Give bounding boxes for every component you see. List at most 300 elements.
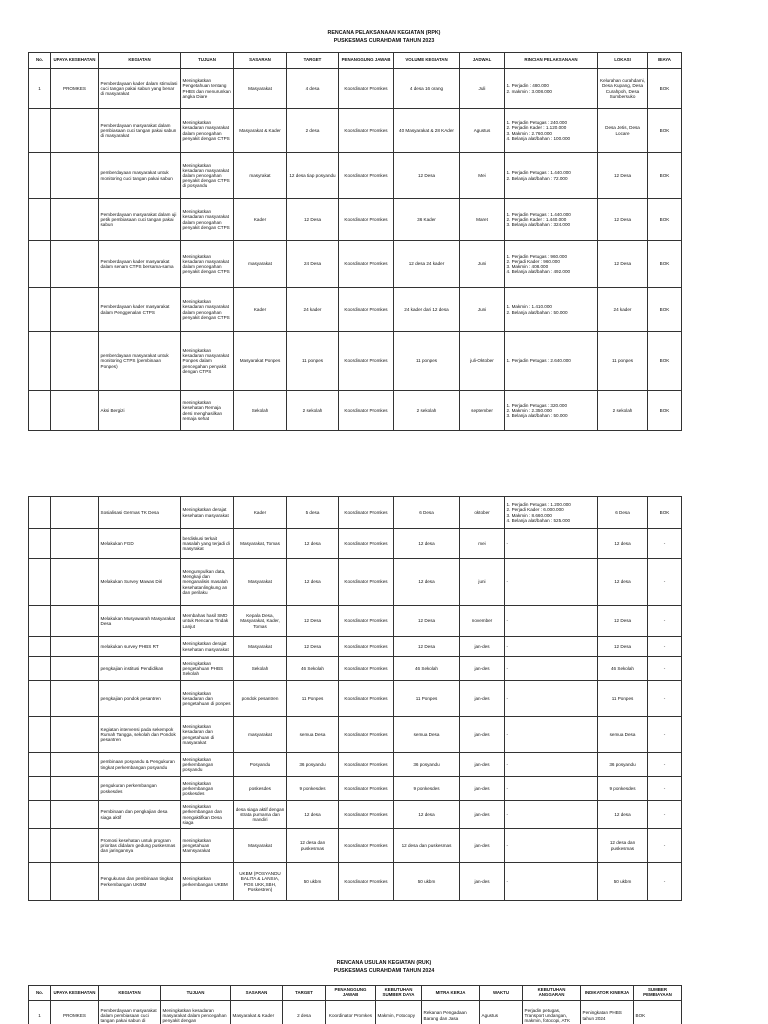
cell-no: 1 (29, 69, 51, 109)
cell-rincian: - (505, 863, 598, 901)
cell-lokasi: 2 sekolah (598, 391, 648, 431)
cell-sasaran: Sekolah (234, 657, 287, 681)
cell-upaya (51, 153, 99, 199)
cell-target: 2 sekolah (287, 391, 339, 431)
header-tujuan: TUJUAN (181, 53, 234, 69)
cell-volume: 11 ponpes (394, 332, 460, 391)
cell-sasaran: Masyarakat Ponpes (234, 332, 287, 391)
cell-volume: 9 ponkesdes (394, 777, 460, 801)
cell-tujuan: Mengumpulkan data, Mengkaji dan menganalisis masalah kesehatanlingkung an dan perilaku (181, 559, 234, 606)
cell-kegiatan: pengkajian institusi Pendidikan (99, 657, 181, 681)
cell-no (29, 391, 51, 431)
cell-kegiatan: Pemberdayaan masyarakat dalam pembiasaan cuci tangan pakai sabun di (99, 1001, 161, 1024)
cell-no (29, 717, 51, 753)
cell-rincian: 1. Perjadin Petugas : 1.440.000 2. Perjadin Kader : 1.440.000 3. Belanja alat/bahan : 324.000 (505, 199, 598, 241)
cell-pj: Koordinator Promkes (339, 753, 394, 777)
cell-volume: 36 Kader (394, 199, 460, 241)
table-row (29, 829, 682, 863)
cell-jadwal: jan-des (460, 863, 505, 901)
cell-lokasi: 24 kader (598, 288, 648, 332)
cell-rincian: 1. Perjadin Petugas : 1.440.000 2. Belanja alat/bahan : 72.000 (505, 153, 598, 199)
header-sasaran: SASARAN (231, 986, 283, 1001)
cell-kegiatan: pengukuran perkembangan poskesdes (99, 777, 181, 801)
cell-kegiatan: Aksi Bergizi (99, 391, 181, 431)
header-target: TARGET (287, 53, 339, 69)
header-pj: PENANGGUNG JAWAB (339, 53, 394, 69)
table-row (29, 497, 682, 529)
cell-tujuan: Meningkatkan derajat kesehatan masyarakat (181, 637, 234, 657)
cell-tujuan: Meningkatkan kesadaran dan pengetahuan di masyarakat (181, 717, 234, 753)
cell-lokasi: 36 posyandu (598, 753, 648, 777)
cell-tujuan: Meningkatkan perkembangan dan mengaktifkan Desa siaga (181, 801, 234, 829)
cell-kegiatan: Pemberdayaan masyarakat dalam uji petik pembiasaan cuci tangan pakai sabun (99, 199, 181, 241)
cell-upaya (51, 288, 99, 332)
cell-rincian: - (505, 529, 598, 559)
cell-pj: Koordinator Promkes (339, 657, 394, 681)
cell-tujuan: Meningkatkan pengetahuan PHBS Sekolah (181, 657, 234, 681)
cell-lokasi: 12 Desa (598, 637, 648, 657)
cell-lokasi: 12 Desa (598, 606, 648, 637)
cell-rincian: - (505, 717, 598, 753)
cell-kegiatan: Melakukan Musyawarah Masyarakat Desa (99, 606, 181, 637)
table-row (29, 559, 682, 606)
ruk-table (28, 985, 682, 1024)
cell-pj: Koordinator Promkes (339, 109, 394, 153)
header-upaya: UPAYA KESEHATAN (51, 53, 99, 69)
cell-upaya (51, 863, 99, 901)
cell-sasaran: Posyandu (234, 753, 287, 777)
cell-no (29, 109, 51, 153)
header-kegiatan: KEGIATAN (99, 53, 181, 69)
cell-no (29, 332, 51, 391)
cell-sasaran: masyarakat (234, 717, 287, 753)
cell-jadwal: jan-des (460, 637, 505, 657)
cell-jadwal: jan-des (460, 829, 505, 863)
cell-target: 9 ponkesdes (287, 777, 339, 801)
cell-upaya (51, 497, 99, 529)
cell-target: 12 desa tiap posyandu (287, 153, 339, 199)
cell-upaya (51, 559, 99, 606)
cell-target: 50 ukbm (287, 863, 339, 901)
cell-biaya: - (648, 829, 682, 863)
cell-sasaran: Masyarakat & Kader (231, 1001, 283, 1024)
cell-tujuan: Meningkatkan kesadaran masyarakat dalam pencegahan penyakit dengan CTPS (181, 241, 234, 288)
cell-volume: 4 desa 16 orang (394, 69, 460, 109)
cell-pembiayaan: BOK (634, 1001, 682, 1024)
cell-no (29, 153, 51, 199)
cell-lokasi: 50 ukbm (598, 863, 648, 901)
cell-pj: Koordinator Promkes (339, 241, 394, 288)
cell-volume: 40 Masyarakat & 28 KAder (394, 109, 460, 153)
header-mitra: MITRA KERJA (422, 986, 480, 1001)
cell-upaya (51, 753, 99, 777)
cell-kegiatan: pemberdayaan masyarakat untuk monitoring CTPS (pembinaan Ponpes) (99, 332, 181, 391)
cell-lokasi: Desa Jetis, Desa Locare (598, 109, 648, 153)
cell-rincian: 1. Perjadin : 480.000 2. makmin : 3.008.000 (505, 69, 598, 109)
cell-target: 12 desa (287, 529, 339, 559)
header-kegiatan: KEGIATAN (99, 986, 161, 1001)
cell-upaya (51, 657, 99, 681)
cell-kegiatan: Kegiatan intervensi pada sekempok Rumah Tangga, sekolah dan Pondok pesantren (99, 717, 181, 753)
cell-lokasi: 12 Desa (598, 153, 648, 199)
cell-rincian: 1. Perjadin Petugas : 2.640.000 (505, 332, 598, 391)
cell-target: 2 desa (283, 1001, 326, 1024)
cell-rincian: - (505, 657, 598, 681)
cell-indikator: Peningkatan PHBS tahun 2024 (581, 1001, 634, 1024)
cell-volume: 24 kader dari 12 desa (394, 288, 460, 332)
cell-sasaran: masyarakat (234, 241, 287, 288)
cell-jadwal: Juni (460, 288, 505, 332)
cell-target: 11 ponpes (287, 332, 339, 391)
cell-sasaran: Masyarakat, Tomas (234, 529, 287, 559)
cell-tujuan: Meningkatkan kesadaran masyarakat dalam pencegahan penyakit dengan CTPS di posyandu (181, 153, 234, 199)
cell-volume: 12 Desa (394, 606, 460, 637)
cell-pj: Koordinator Promkes (326, 1001, 376, 1024)
cell-volume: 46 Sekolah (394, 657, 460, 681)
cell-jadwal: jan-des (460, 777, 505, 801)
cell-tujuan: meningkatkan pengetahuan Mamsyarakat (181, 829, 234, 863)
cell-biaya: - (648, 559, 682, 606)
cell-pj: Koordinator Promkes (339, 288, 394, 332)
cell-biaya: BOK (648, 109, 682, 153)
cell-sasaran: poskesdes (234, 777, 287, 801)
cell-pj: Koordinator Promkes (339, 332, 394, 391)
cell-pj: Koordinator Promkes (339, 497, 394, 529)
table-row (29, 753, 682, 777)
header-rincian: RINCIAN PELAKSANAAN (505, 53, 598, 69)
table-row (29, 801, 682, 829)
cell-biaya: BOK (648, 241, 682, 288)
table-row (29, 637, 682, 657)
cell-no (29, 637, 51, 657)
cell-rincian: 1. Makmin : 1.410.000 2. Belanja alat/bahan : 50.000 (505, 288, 598, 332)
cell-biaya: - (648, 777, 682, 801)
cell-target: 12 Desa (287, 637, 339, 657)
header-waktu: WAKTU (480, 986, 523, 1001)
cell-jadwal: Mei (460, 153, 505, 199)
cell-sasaran: Masyarakat (234, 559, 287, 606)
table-row (29, 69, 682, 109)
cell-rincian: - (505, 801, 598, 829)
cell-jadwal: november (460, 606, 505, 637)
cell-no (29, 288, 51, 332)
table-row (29, 681, 682, 717)
header-no: No. (29, 53, 51, 69)
cell-volume: 12 desa dan puskesmas (394, 829, 460, 863)
cell-upaya (51, 681, 99, 717)
cell-rincian: - (505, 637, 598, 657)
cell-jadwal: Maret (460, 199, 505, 241)
cell-tujuan: Membahas hasil SMD untuk Rencana Tindak Lanjut (181, 606, 234, 637)
table-row (29, 529, 682, 559)
cell-rincian: - (505, 777, 598, 801)
cell-rincian: - (505, 753, 598, 777)
rpk-table-continued (28, 496, 682, 901)
cell-biaya: - (648, 681, 682, 717)
cell-kegiatan: pengkajian pondok pesantren (99, 681, 181, 717)
cell-jadwal: Juli (460, 69, 505, 109)
cell-no (29, 559, 51, 606)
cell-lokasi: 11 Ponpes (598, 681, 648, 717)
cell-jadwal: september (460, 391, 505, 431)
cell-rincian: - (505, 559, 598, 606)
cell-upaya (51, 199, 99, 241)
cell-pj: Koordinator Promkes (339, 391, 394, 431)
cell-volume: 12 desa (394, 529, 460, 559)
table-row (29, 717, 682, 753)
cell-sasaran: pondok pesantren (234, 681, 287, 717)
cell-no (29, 681, 51, 717)
rpk-table (28, 52, 682, 431)
cell-no (29, 241, 51, 288)
table-row (29, 241, 682, 288)
cell-rincian: 1. Perjadin Petugas : 240.000 2. Perjadin Kader : 1.120.000 3. Makmin : 2.760.000 4. Belanja alat/bahan : 100.000 (505, 109, 598, 153)
cell-target: 12 desa dan puskesmas (287, 829, 339, 863)
cell-pj: Koordinator Promkes (339, 69, 394, 109)
cell-volume: 12 desa (394, 801, 460, 829)
cell-lokasi: 12 Desa (598, 241, 648, 288)
cell-kegiatan: Melakukan FGD (99, 529, 181, 559)
cell-tujuan: Meningkatkan kesadaran masyarakat dalam pencegahan penyakit dengan (161, 1001, 231, 1024)
header-pembiayaan: SUMBER PEMBIAYAAN (634, 986, 682, 1001)
cell-rincian: - (505, 829, 598, 863)
header-lokasi: LOKASI (598, 53, 648, 69)
cell-kegiatan: melakukan survey PHBS RT (99, 637, 181, 657)
cell-sasaran: Masyarakat (234, 637, 287, 657)
cell-biaya: - (648, 801, 682, 829)
cell-tujuan: Meningkatkan kesadaran masyarakat dalam pencegahan penyakit dengan CTPS (181, 109, 234, 153)
cell-no (29, 657, 51, 681)
cell-sasaran: Kader (234, 199, 287, 241)
cell-anggaran: Perjadin petugas, Transport undangan, makmin, fotocopi, ATK (523, 1001, 581, 1024)
cell-target: 12 desa (287, 801, 339, 829)
cell-upaya (51, 332, 99, 391)
cell-lokasi: semua Desa (598, 717, 648, 753)
cell-no (29, 801, 51, 829)
cell-upaya (51, 829, 99, 863)
rpk-subtitle: PUSKESMAS CURAHDAMI TAHUN 2023 (333, 38, 435, 44)
cell-target: 11 Ponpes (287, 681, 339, 717)
cell-kegiatan: Sosialisasi Germas TK Desa (99, 497, 181, 529)
cell-jadwal: jan-des (460, 717, 505, 753)
cell-upaya: PROMKES (51, 69, 99, 109)
cell-lokasi: 46 Sekolah (598, 657, 648, 681)
cell-pj: Koordinator Promkes (339, 606, 394, 637)
cell-volume: 2 sekolah (394, 391, 460, 431)
cell-biaya: - (648, 657, 682, 681)
cell-kegiatan: Pemberdayaan kader masyarakat dalam senam CTPS bersama-sama (99, 241, 181, 288)
cell-lokasi: 9 ponkesdes (598, 777, 648, 801)
header-biaya: BIAYA (648, 53, 682, 69)
cell-upaya (51, 241, 99, 288)
cell-volume: 50 ukbm (394, 863, 460, 901)
cell-jadwal: juni (460, 559, 505, 606)
cell-target: 12 Desa (287, 199, 339, 241)
cell-pj: Koordinator Promkes (339, 801, 394, 829)
table-row (29, 657, 682, 681)
cell-sasaran: Sekolah (234, 391, 287, 431)
cell-volume: semua Desa (394, 717, 460, 753)
cell-target: semua Desa (287, 717, 339, 753)
cell-biaya: - (648, 863, 682, 901)
cell-tujuan: Meningkatkan derajat kesehatan masyarakat (181, 497, 234, 529)
cell-upaya (51, 801, 99, 829)
cell-target: 46 Sekolah (287, 657, 339, 681)
cell-volume: 36 posyandu (394, 753, 460, 777)
header-indikator: INDIKATOR KINERJA (581, 986, 634, 1001)
cell-sumber-daya: Makmin, Fotocopy (376, 1001, 422, 1024)
cell-biaya: BOK (648, 497, 682, 529)
cell-no (29, 753, 51, 777)
cell-upaya (51, 777, 99, 801)
header-volume: VOLUME KEGIATAN (394, 53, 460, 69)
cell-jadwal: jan-des (460, 801, 505, 829)
cell-target: 4 desa (287, 69, 339, 109)
cell-kegiatan: Pemberdayaan masyarakat dalam pembiasaan cuci tangan pakai sabun di masyarakat (99, 109, 181, 153)
cell-upaya (51, 529, 99, 559)
table-row (29, 391, 682, 431)
cell-upaya (51, 391, 99, 431)
cell-no (29, 829, 51, 863)
cell-kegiatan: Pemberdayaan kader dalam stimulasi cuci tangan pakai sabun yang benar di masyarakat (99, 69, 181, 109)
cell-volume: 6 Desa (394, 497, 460, 529)
cell-tujuan: berdiskusi terkait masalah yang terjadi di masyrakat (181, 529, 234, 559)
cell-upaya (51, 717, 99, 753)
cell-volume: 11 Ponpes (394, 681, 460, 717)
cell-volume: 12 desa (394, 559, 460, 606)
cell-upaya: PROMKES (51, 1001, 99, 1024)
cell-tujuan: Meningkatkan kesadaran masyarakat dalam pencegahan penyakit dengan CTPS (181, 288, 234, 332)
cell-kegiatan: Melakukan Survey Mawas Diri (99, 559, 181, 606)
cell-sasaran: Kepala Desa, Masyarakat, Kader, Tomas (234, 606, 287, 637)
cell-sasaran: Masyarakat (234, 69, 287, 109)
cell-tujuan: Meningkatkan perkembangan UKBM (181, 863, 234, 901)
cell-pj: Koordinator Promkes (339, 829, 394, 863)
cell-biaya: BOK (648, 288, 682, 332)
cell-lokasi: 11 ponpes (598, 332, 648, 391)
cell-kegiatan: Promosi kesehatan untuk program prioritas didalam gedung puskesmas dan jaringannya (99, 829, 181, 863)
cell-tujuan: Meningkatkan perkembangan posyandu (181, 753, 234, 777)
cell-sasaran: Masyarakat & Kader (234, 109, 287, 153)
cell-no (29, 529, 51, 559)
table-row (29, 1001, 682, 1024)
cell-sasaran: desa siaga aktif dengan strata purnama dan mandiri (234, 801, 287, 829)
cell-target: 5 desa (287, 497, 339, 529)
table-row (29, 153, 682, 199)
cell-pj: Koordinator Promkes (339, 199, 394, 241)
cell-lokasi: 12 desa dan puskesmas (598, 829, 648, 863)
cell-biaya: BOK (648, 391, 682, 431)
cell-volume: 12 Desa (394, 153, 460, 199)
table-row (29, 288, 682, 332)
cell-tujuan: Meningkatkan kesadaran dan pengetahuan di ponpes (181, 681, 234, 717)
cell-no (29, 606, 51, 637)
header-anggaran: KEBUTUHAN ANGGARAN (523, 986, 581, 1001)
cell-rincian: - (505, 606, 598, 637)
cell-biaya: - (648, 529, 682, 559)
cell-tujuan: Meningkatkan perkembangan poskesdes (181, 777, 234, 801)
cell-kegiatan: Pengukuran dan pembinaan tingkat Perkembangan UKBM (99, 863, 181, 901)
cell-sasaran: Kader (234, 288, 287, 332)
cell-target: 2 desa (287, 109, 339, 153)
cell-sasaran: UKBM (POSYANDU BALITA & LANSIA, POS UKK,SBH, Poskestren) (234, 863, 287, 901)
cell-no (29, 863, 51, 901)
cell-pj: Koordinator Promkes (339, 717, 394, 753)
cell-jadwal: mei (460, 529, 505, 559)
cell-volume: 12 Desa (394, 637, 460, 657)
cell-pj: Koordinator Promkes (339, 559, 394, 606)
cell-jadwal: Agustus (460, 109, 505, 153)
cell-lokasi: 12 desa (598, 559, 648, 606)
cell-rincian: 1. Perjadin Petugas : 1.200.000 2. Perjadi Kader : 6.000.000 3. Makmin : 8.660.000 4. Belanja alat/bahan : 525.000 (505, 497, 598, 529)
cell-rincian: 1. Perjadin Petugas : 960.000 2. Perjadi Kader : 960.000 3. Makmin : 408.000 4. Belanja alat/bahan : 492.000 (505, 241, 598, 288)
table-row (29, 332, 682, 391)
cell-tujuan: Meningkatkan Pengetahuan tentang PHBS dan menurunkan angka Diare (181, 69, 234, 109)
table-row (29, 199, 682, 241)
cell-target: 12 desa (287, 559, 339, 606)
header-pj: PENANGGUNG JAWAB (326, 986, 376, 1001)
cell-pj: Koordinator Promkes (339, 637, 394, 657)
cell-tujuan: Meningkatkan kesadaran masyarakat dalam pencegahan penyakit dengan CTPS (181, 199, 234, 241)
cell-rincian: - (505, 681, 598, 717)
cell-biaya: - (648, 637, 682, 657)
cell-jadwal: jan-des (460, 657, 505, 681)
cell-lokasi: 12 desa (598, 801, 648, 829)
cell-pj: Koordinator Promkes (339, 529, 394, 559)
rpk-title: RENCANA PELAKSANAAN KEGIATAN (RPK) (327, 30, 441, 36)
table-row (29, 777, 682, 801)
cell-no (29, 777, 51, 801)
cell-pj: Koordinator Promkes (339, 777, 394, 801)
header-no: No. (29, 986, 51, 1001)
cell-lokasi: 6 Desa (598, 497, 648, 529)
cell-sasaran: Masyarakat (234, 829, 287, 863)
cell-kegiatan: Pemberdayaan kader masyarakat dalam Penggenalan CTPS (99, 288, 181, 332)
table-row (29, 863, 682, 901)
header-sasaran: SASARAN (234, 53, 287, 69)
cell-sasaran: Kader (234, 497, 287, 529)
cell-jadwal: oktober (460, 497, 505, 529)
header-upaya: UPAYA KESEHATAN (51, 986, 99, 1001)
cell-rincian: 1. Perjadin Petugas : 320.000 2. Makmin : 2.350.000 3. Belanja alat/bahan : 50.000 (505, 391, 598, 431)
cell-kegiatan: pemberdayaan masyarakat untuk monitoring cuci tangan pakai sabun (99, 153, 181, 199)
cell-tujuan: Meningkatkan kesadaran masyarakat Ponpes dalam pencegahan penyakit dengan CTPS (181, 332, 234, 391)
cell-pj: Koordinator Promkes (339, 863, 394, 901)
cell-lokasi: 12 desa (598, 529, 648, 559)
cell-jadwal: Juni (460, 241, 505, 288)
table-row (29, 606, 682, 637)
cell-lokasi: Kelurahan curahdami, Desa Kupang, Desa Curahpoh, Desa Sumbersuko (598, 69, 648, 109)
cell-target: 12 Desa (287, 606, 339, 637)
header-sumber-daya: KEBUTUHAN SUMBER DAYA (376, 986, 422, 1001)
cell-no (29, 199, 51, 241)
cell-jadwal: jan-des (460, 753, 505, 777)
cell-upaya (51, 606, 99, 637)
cell-target: 36 posyandu (287, 753, 339, 777)
header-jadwal: JADWAL (460, 53, 505, 69)
cell-upaya (51, 637, 99, 657)
cell-mitra: Rekanan Pengadaan Barang dan Jasa (422, 1001, 480, 1024)
cell-biaya: BOK (648, 332, 682, 391)
cell-biaya: - (648, 717, 682, 753)
cell-volume: 12 desa 24 kader (394, 241, 460, 288)
cell-waktu: Agustus (480, 1001, 523, 1024)
cell-biaya: - (648, 606, 682, 637)
cell-upaya (51, 109, 99, 153)
table-row (29, 109, 682, 153)
header-target: TARGET (283, 986, 326, 1001)
header-tujuan: TUJUAN (161, 986, 231, 1001)
